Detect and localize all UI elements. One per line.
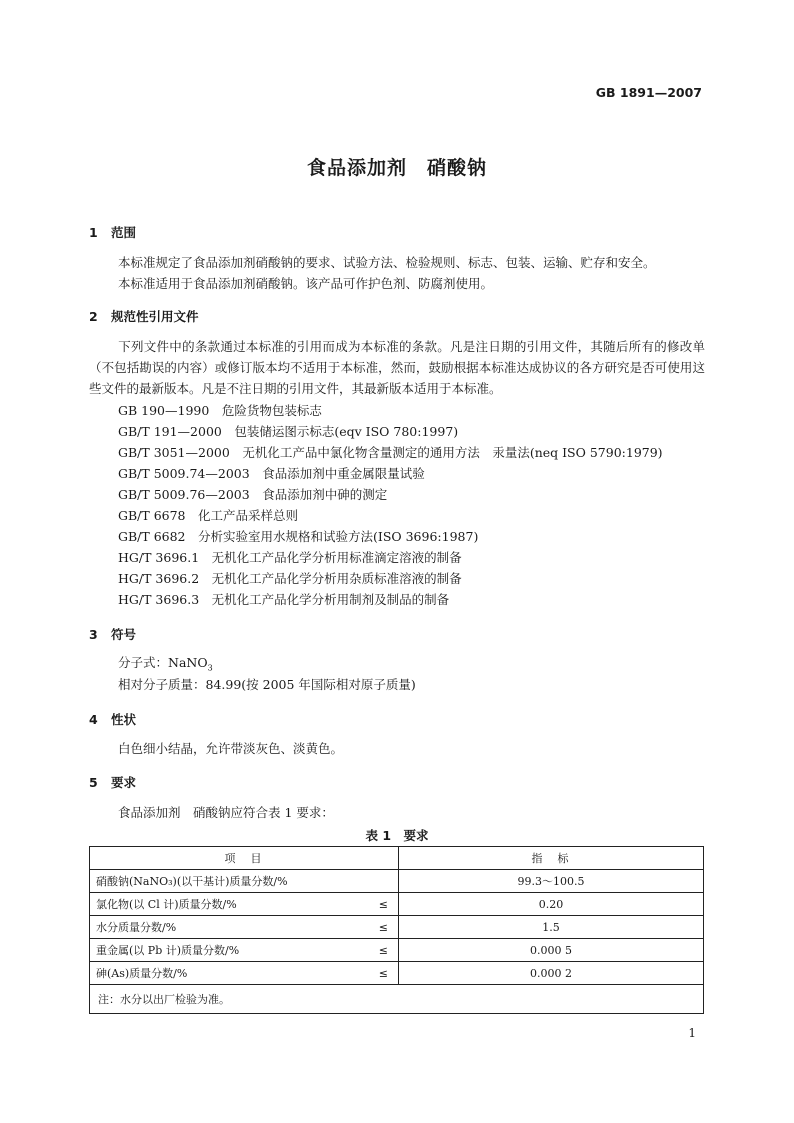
section-1-heading — [89, 223, 136, 241]
row-name: 砷(As)质量分数/% — [96, 967, 188, 980]
table-header-row — [90, 847, 704, 870]
reference-item: GB/T 5009.74—2003 食品添加剂中重金属限量试验 — [118, 466, 425, 481]
requirements-table — [89, 846, 704, 1014]
table-row — [90, 962, 704, 985]
row-name: 水分质量分数/% — [96, 921, 177, 934]
table-row — [90, 893, 704, 916]
molecular-mass: 相对分子质量：84.99(按 2005 年国际相对原子质量) — [118, 677, 416, 692]
column-header-value: 指 标 — [399, 847, 704, 870]
section-title: 符号 — [111, 627, 137, 642]
molecular-formula — [118, 655, 213, 677]
intro-text: 下列文件中的条款通过本标准的引用而成为本标准的条款。凡是注日期的引用文件，其随后所有的修改单（不包括勘误的内容）或修订版本均不适用于本标准，然而，鼓励根据本标准达成协议的各方研究是否可使用这些文件的最新版本。凡是不注日期的引用文件，其最新版本适用于本标准。 — [89, 339, 705, 396]
section-number: 1 — [89, 225, 98, 240]
standard-code: GB 1891—2007 — [595, 85, 702, 100]
reference-item: HG/T 3696.1 无机化工产品化学分析用标准滴定溶液的制备 — [118, 550, 462, 565]
reference-item: GB/T 6682 分析实验室用水规格和试验方法(ISO 3696:1987) — [118, 529, 479, 544]
row-name: 氯化物(以 Cl 计)质量分数/% — [96, 898, 237, 911]
section-3-heading — [89, 625, 136, 643]
section-number: 4 — [89, 712, 98, 727]
table-note: 注：水分以出厂检验为准。 — [90, 985, 704, 1014]
requirements-text: 食品添加剂 硝酸钠应符合表 1 要求： — [118, 805, 334, 820]
comparison-symbol: ≤ — [378, 943, 388, 957]
row-name: 重金属(以 Pb 计)质量分数/% — [96, 944, 240, 957]
formula-subscript: 3 — [207, 663, 213, 673]
table-row — [90, 916, 704, 939]
reference-item: GB/T 5009.76—2003 食品添加剂中砷的测定 — [118, 487, 388, 502]
properties-text: 白色细小结晶，允许带淡灰色、淡黄色。 — [118, 741, 344, 756]
row-value: 1.5 — [399, 916, 704, 939]
table-row — [90, 870, 704, 893]
section-number: 2 — [89, 309, 98, 324]
reference-item: HG/T 3696.2 无机化工产品化学分析用杂质标准溶液的制备 — [118, 571, 462, 586]
reference-item: GB/T 3051—2000 无机化工产品中氯化物含量测定的通用方法 汞量法(neq ISO 5790:1979) — [118, 445, 663, 460]
section-number: 5 — [89, 775, 98, 790]
comparison-symbol: ≤ — [378, 897, 388, 911]
section-title: 要求 — [111, 775, 137, 790]
section-5-heading — [89, 773, 136, 791]
reference-item: GB 190—1990 危险货物包装标志 — [118, 403, 322, 418]
document-title: 食品添加剂 硝酸钠 — [306, 157, 487, 179]
row-value: 0.000 2 — [399, 962, 704, 985]
table-note-row — [90, 985, 704, 1014]
section-number: 3 — [89, 627, 98, 642]
section-title: 规范性引用文件 — [111, 309, 199, 324]
comparison-symbol: ≤ — [378, 966, 388, 980]
reference-item: GB/T 6678 化工产品采样总则 — [118, 508, 299, 523]
comparison-symbol: ≤ — [378, 920, 388, 934]
formula-text: 分子式：NaNO — [118, 655, 208, 670]
section-title: 性状 — [111, 712, 137, 727]
table-title: 表 1 要求 — [365, 828, 429, 843]
column-header-item: 项 目 — [90, 847, 399, 870]
section-1-line-1: 本标准规定了食品添加剂硝酸钠的要求、试验方法、检验规则、标志、包装、运输、贮存和安全。 — [118, 255, 656, 270]
row-name: 硝酸钠(NaNO₃)(以干基计)质量分数/% — [96, 875, 288, 888]
section-title: 范围 — [111, 225, 137, 240]
section-2-heading — [89, 307, 199, 325]
row-value: 0.000 5 — [399, 939, 704, 962]
row-value: 99.3～100.5 — [399, 870, 704, 893]
section-1-line-2: 本标准适用于食品添加剂硝酸钠。该产品可作护色剂、防腐剂使用。 — [118, 276, 494, 291]
table-row — [90, 939, 704, 962]
reference-item: HG/T 3696.3 无机化工产品化学分析用制剂及制品的制备 — [118, 592, 450, 607]
page-number: 1 — [688, 1026, 696, 1040]
section-4-heading — [89, 710, 136, 728]
reference-item: GB/T 191—2000 包装储运图示标志(eqv ISO 780:1997) — [118, 424, 459, 439]
row-value: 0.20 — [399, 893, 704, 916]
section-2-intro — [89, 336, 705, 399]
